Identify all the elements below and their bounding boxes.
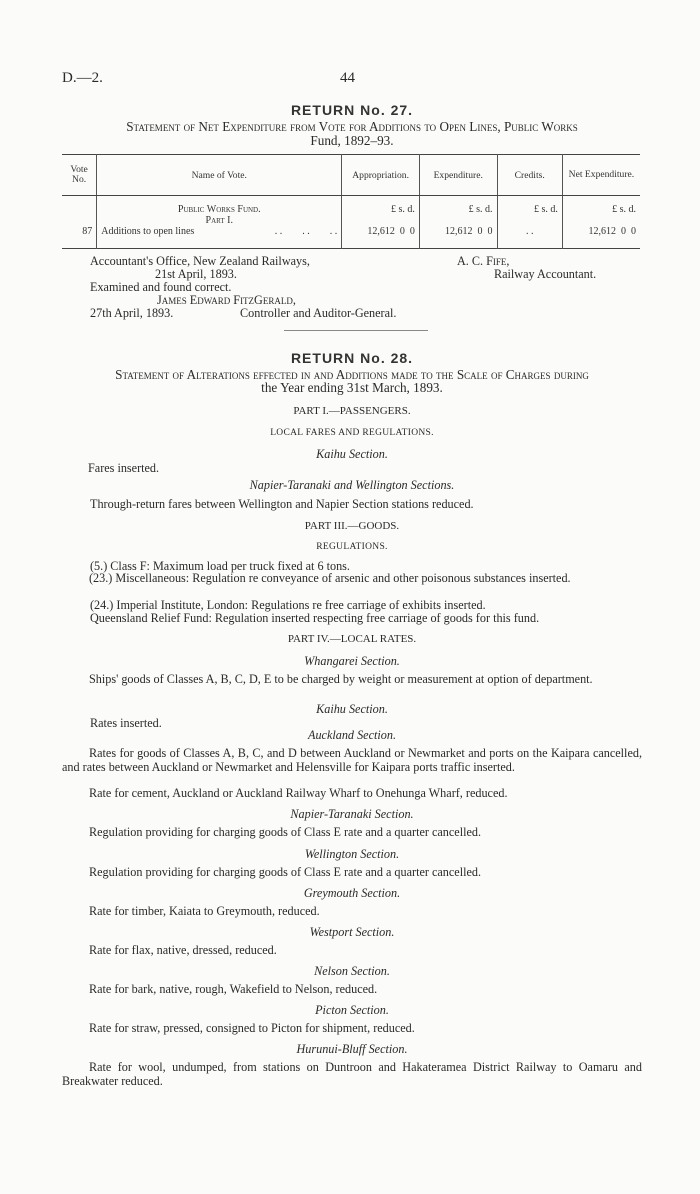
greymouth-heading: Greymouth Section. <box>303 886 401 900</box>
westport-text: Rate for flax, native, dressed, reduced. <box>89 943 277 957</box>
expenditure-value: 12,612 0 0 <box>419 226 497 248</box>
vote-name: Additions to open lines <box>101 226 195 237</box>
appropriation-value: 12,612 0 0 <box>342 226 420 248</box>
nelson-text: Rate for bark, native, rough, Wakefield to Nelson, reduced. <box>89 982 378 996</box>
whangarei-heading: Whangarei Section. <box>304 654 400 668</box>
rates-inserted-text: Rates inserted. <box>90 716 162 730</box>
part-label: Part I. <box>97 215 342 226</box>
part-4-heading: PART IV.—LOCAL RATES. <box>287 633 417 645</box>
hurunui-bluff-text: Rate for wool, undumped, from stations on Duntroon and Hakateramea District Railway to Oamaru and Breakwater reduced. <box>62 1060 642 1088</box>
unit-appropriation: £ s. d. <box>342 196 420 216</box>
part-3-heading: PART III.—GOODS. <box>304 520 400 532</box>
unit-expenditure: £ s. d. <box>419 196 497 216</box>
col-net-expenditure: Net Expenditure. <box>562 155 640 196</box>
section-divider <box>284 330 428 331</box>
expenditure-table <box>62 154 640 249</box>
wellington-text: Regulation providing for charging goods of Class E rate and a quarter cancelled. <box>89 865 482 879</box>
picton-heading: Picton Section. <box>315 1003 389 1017</box>
auckland-heading: Auckland Section. <box>308 728 396 742</box>
local-fares-heading: LOCAL FARES AND REGULATIONS. <box>270 428 434 438</box>
return-28-title: RETURN No. 28. <box>290 350 414 366</box>
vote-leaders: . . . . . . <box>274 226 338 237</box>
auditor-role: Controller and Auditor-General. <box>240 306 397 320</box>
napier-taranaki-text: Regulation providing for charging goods of Class E rate and a quarter cancelled. <box>89 825 482 839</box>
greymouth-text: Rate for timber, Kaiata to Greymouth, reduced. <box>89 904 320 918</box>
unit-credits: £ s. d. <box>497 196 562 216</box>
col-credits: Credits. <box>497 155 562 196</box>
auditor-name: James Edward FitzGerald, <box>157 293 296 307</box>
page-number: 44 <box>340 70 355 86</box>
accountant-role: Railway Accountant. <box>494 267 597 281</box>
table-row-part <box>62 215 640 226</box>
audit-date: 27th April, 1893. <box>90 306 174 320</box>
auckland-text-2: Rate for cement, Auckland or Auckland Railway Wharf to Onehunga Wharf, reduced. <box>89 786 508 800</box>
signature-examined: Examined and found correct. <box>90 280 232 294</box>
whangarei-text: Ships' goods of Classes A, B, C, D, E to be charged by weight or measurement at option of department. <box>89 672 593 686</box>
signature-office: Accountant's Office, New Zealand Railways, <box>90 254 310 268</box>
regulation-5-text: (5.) Class F: Maximum load per truck fixed at 6 tons. <box>90 559 350 573</box>
credits-value: . . <box>497 226 562 248</box>
napier-wellington-heading: Napier-Taranaki and Wellington Sections. <box>249 478 455 492</box>
fares-inserted-text: Fares inserted. <box>88 461 160 475</box>
col-appropriation: Appropriation. <box>342 155 420 196</box>
table-row-fund <box>62 196 640 216</box>
unit-net: £ s. d. <box>562 196 640 216</box>
regulation-24-text: (24.) Imperial Institute, London: Regulations re free carriage of exhibits inserted. <box>90 598 486 612</box>
page-code: D.—2. <box>62 70 103 86</box>
westport-heading: Westport Section. <box>309 925 395 939</box>
table-header-row <box>62 155 640 196</box>
table-row <box>62 226 640 248</box>
queensland-relief-text: Queensland Relief Fund: Regulation inserted respecting free carriage of goods for this fund. <box>90 611 540 625</box>
col-expenditure: Expenditure. <box>419 155 497 196</box>
vote-number: 87 <box>82 226 93 237</box>
kaihu-section-heading-2: Kaihu Section. <box>316 702 388 716</box>
nelson-heading: Nelson Section. <box>314 964 390 978</box>
through-return-text: Through-return fares between Wellington and Napier Section stations reduced. <box>90 497 474 511</box>
signature-date: 21st April, 1893. <box>155 267 237 281</box>
wellington-heading: Wellington Section. <box>304 847 400 861</box>
regulations-heading: REGULATIONS. <box>316 542 388 552</box>
accountant-name: A. C. Fife, <box>457 254 510 268</box>
return-27-caption-line2: Fund, 1892–93. <box>310 133 394 148</box>
picton-text: Rate for straw, pressed, consigned to Picton for shipment, reduced. <box>89 1021 415 1035</box>
return-27-caption-line1: Statement of Net Expenditure from Vote for Additions to Open Lines, Public Works <box>126 119 578 134</box>
part-1-heading: PART I.—PASSENGERS. <box>293 405 411 417</box>
auckland-text-1: Rates for goods of Classes A, B, C, and D between Auckland or Newmarket and ports on the Kaipara cancelled, and rates between Auckland or Newmarket and Helensville for Kaipara ports traffic inserted. <box>62 746 642 774</box>
kaihu-section-heading: Kaihu Section. <box>316 447 388 461</box>
fund-label: Public Works Fund. <box>97 196 342 216</box>
net-expenditure-value: 12,612 0 0 <box>562 226 640 248</box>
return-27-title: RETURN No. 27. <box>290 102 414 118</box>
napier-taranaki-heading: Napier-Taranaki Section. <box>290 807 414 821</box>
return-28-caption-line1: Statement of Alterations effected in and Additions made to the Scale of Charges during <box>115 367 589 382</box>
regulation-23-text: (23.) Miscellaneous: Regulation re conveyance of arsenic and other poisonous substances inserted. <box>89 571 571 585</box>
return-28-caption-line2: the Year ending 31st March, 1893. <box>261 380 443 395</box>
hurunui-bluff-heading: Hurunui-Bluff Section. <box>296 1042 408 1056</box>
col-name-of-vote: Name of Vote. <box>97 155 342 196</box>
col-vote-no: Vote No. <box>62 155 97 196</box>
